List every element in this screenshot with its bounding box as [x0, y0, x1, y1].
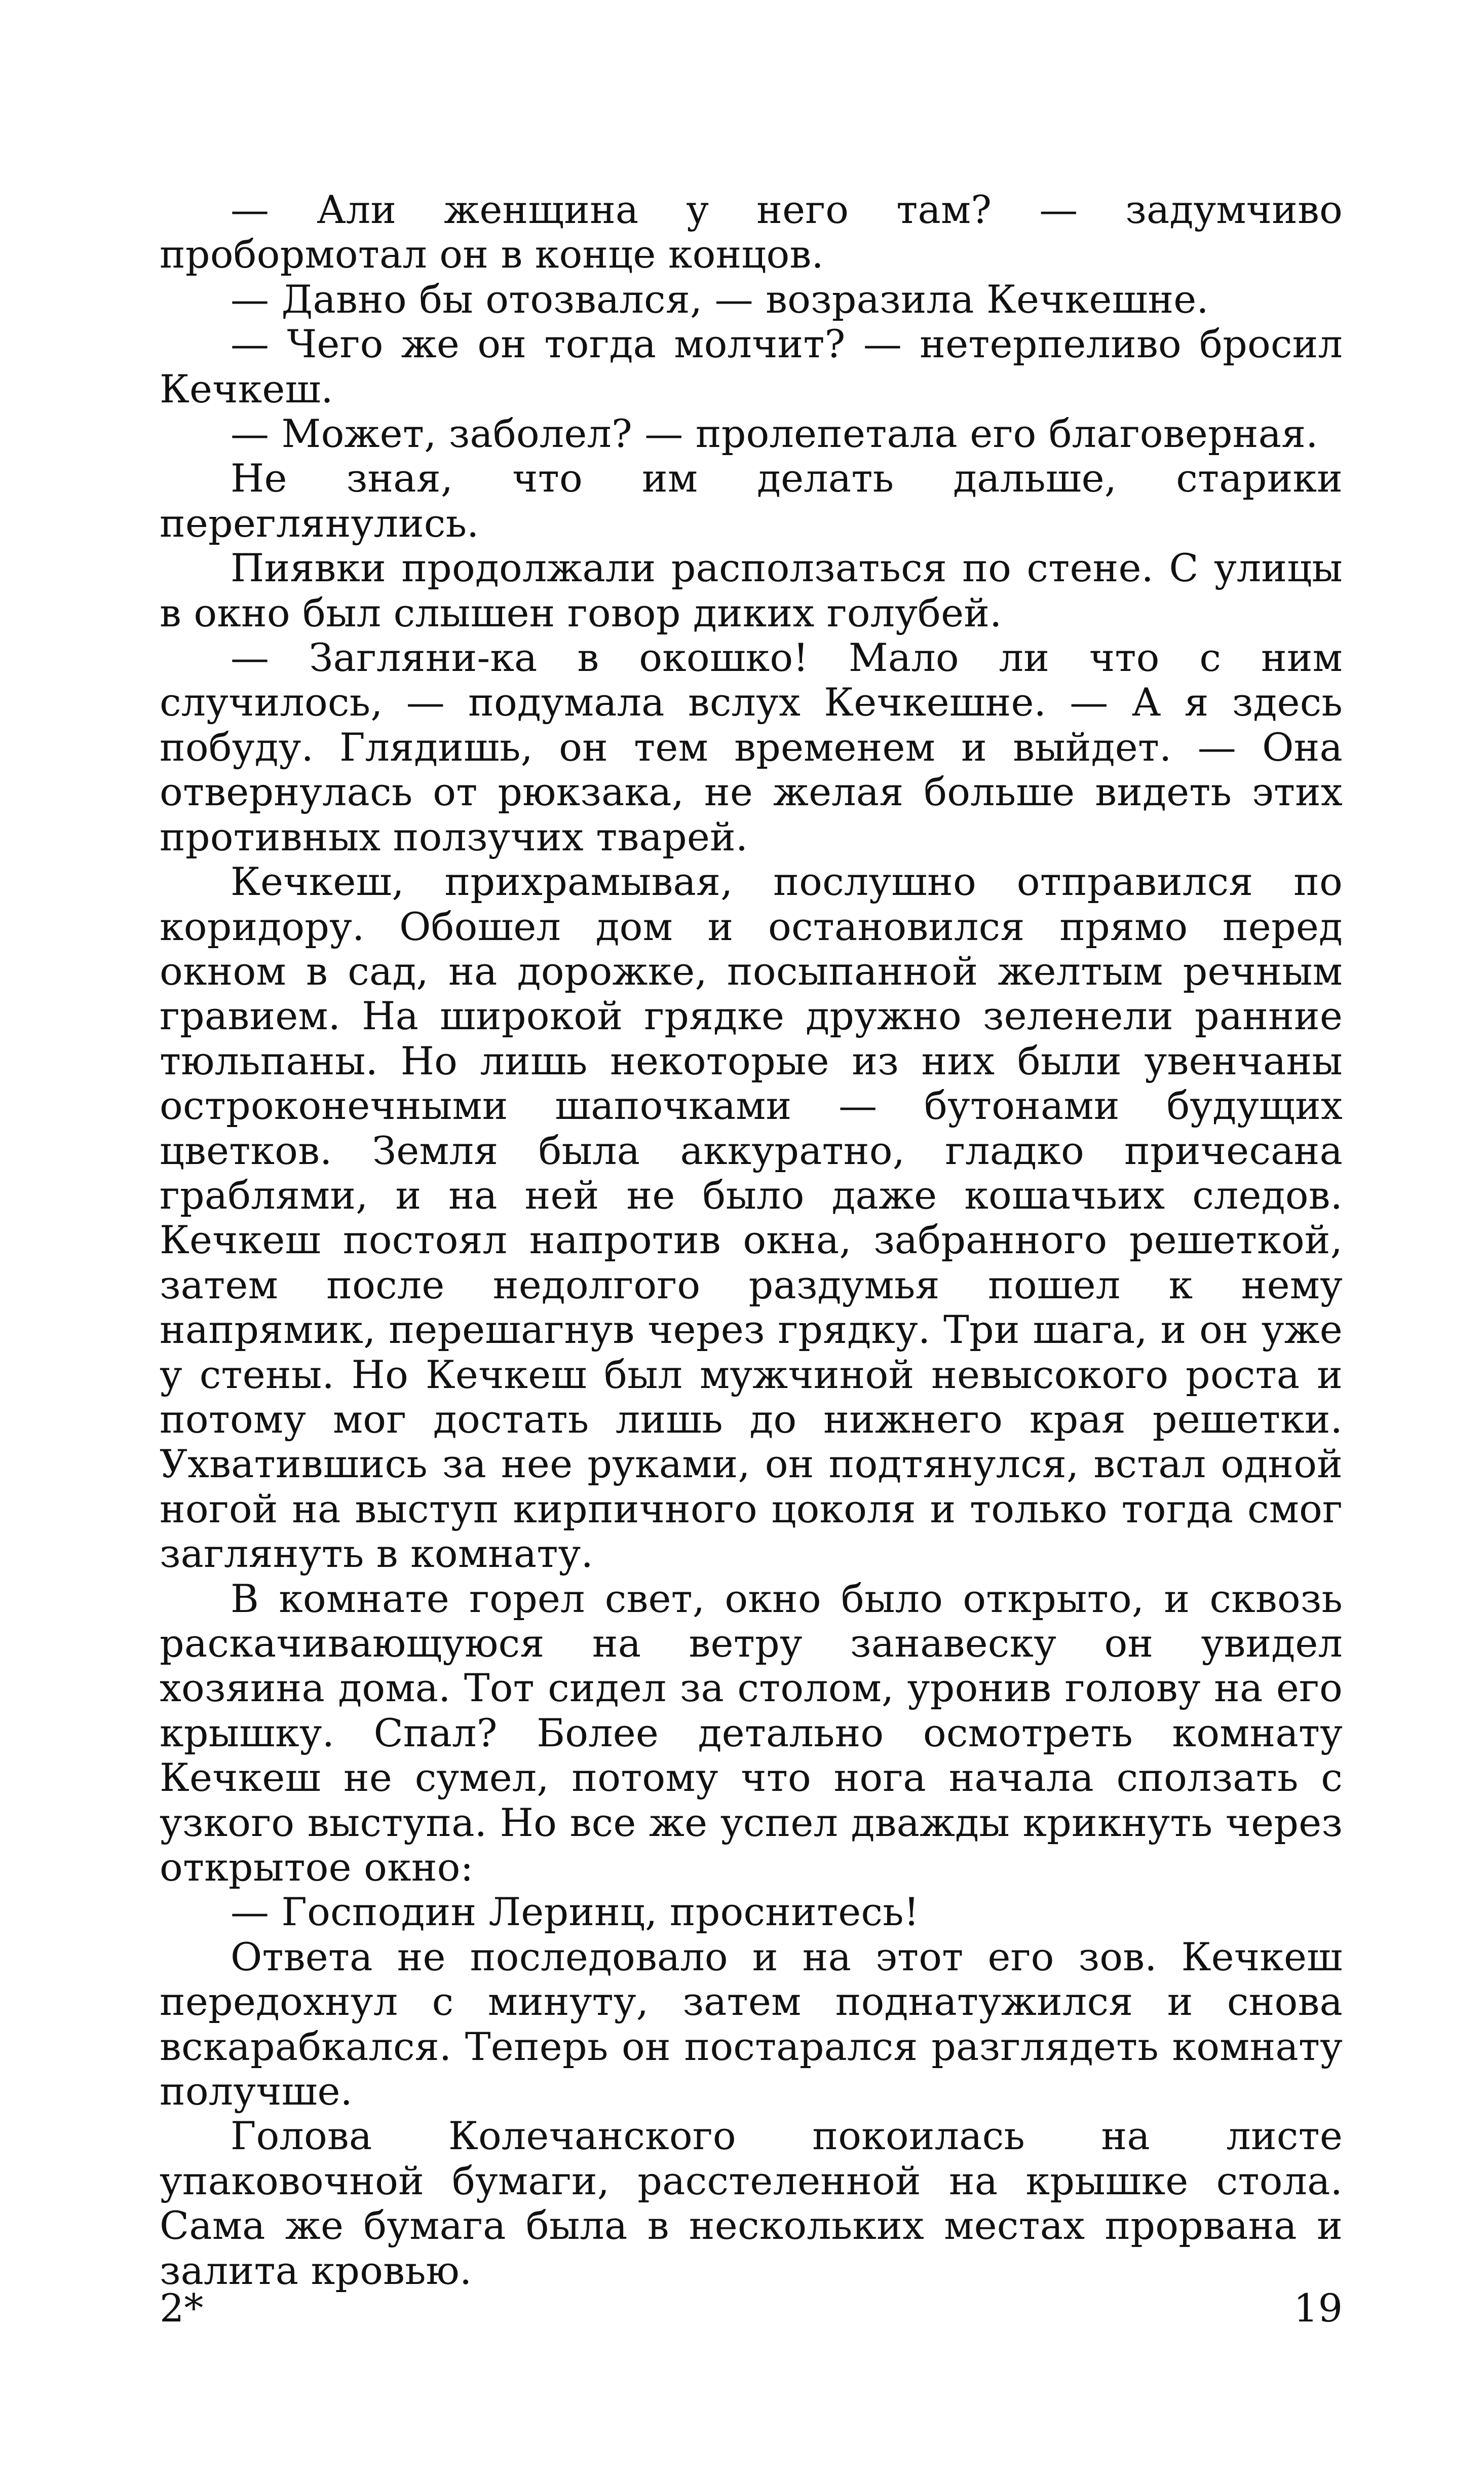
- signature-mark: 2*: [160, 2285, 204, 2331]
- paragraph: — Чего же он тогда молчит? — нетерпеливо бросил Кечкеш.: [160, 321, 1343, 411]
- page-number: 19: [1293, 2285, 1343, 2331]
- paragraph: — Может, заболел? — пролепетала его благоверная.: [231, 411, 1318, 457]
- paragraph: Кечкеш, прихрамывая, послушно отправился по коридору. Обошел дом и остановился прямо перед окном в сад, на дорожке, посыпанной желтым речным гравием. На широкой грядке дружно зеленели ранние тюльпаны. Но лишь некоторые из них были увенчаны остроконечными шапочками — бутонами будущих цветков. Земля была аккуратно, гладко причесана граблями, и на ней не было даже кошачьих следов. Кечкеш постоял напротив окна, забранного решеткой, затем после недолгого раздумья пошел к нему напрямик, перешагнув через грядку. Три шага, и он уже у стены. Но Кечкеш был мужчиной невысокого роста и потому мог достать лишь до нижнего края решетки. Ухватившись за нее руками, он подтянулся, встал одной ногой на выступ кирпичного цоколя и только тогда смог заглянуть в комнату.: [160, 859, 1343, 1577]
- paragraph: — Господин Леринц, проснитесь!: [231, 1889, 920, 1935]
- paragraph: — Али женщина у него там? — задумчиво пробормотал он в конце концов.: [160, 187, 1343, 277]
- body-text: [160, 188, 1343, 2293]
- paragraph: Пиявки продолжали расползаться по стене. С улицы в окно был слышен говор диких голубей.: [160, 545, 1343, 635]
- paragraph: В комнате горел свет, окно было открыто, и сквозь раскачивающуюся на ветру занавеску он увидел хозяина дома. Тот сидел за столом, уронив голову на его крышку. Спал? Более детально осмотреть комнату Кечкеш не сумел, потому что нога начала сползать с узкого выступа. Но все же успел дважды крикнуть через открытое окно:: [160, 1576, 1343, 1890]
- paragraph: — Загляни-ка в окошко! Мало ли что с ним случилось, — подумала вслух Кечкешне. — А я здесь побуду. Глядишь, он тем временем и выйдет. — Она отвернулась от рюкзака, не желая больше видеть этих противных ползучих тварей.: [160, 635, 1343, 859]
- paragraph: Голова Колечанского покоилась на листе упаковочной бумаги, расстеленной на крышке стола. Сама же бумага была в нескольких местах прорвана и залита кровью.: [160, 2113, 1343, 2293]
- paragraph: Ответа не последовало и на этот его зов. Кечкеш передохнул с минуту, затем поднатужился и снова вскарабкался. Теперь он постарался разглядеть комнату получше.: [160, 1934, 1343, 2114]
- paragraph: Не зная, что им делать дальше, старики переглянулись.: [160, 456, 1343, 546]
- paragraph: — Давно бы отозвался, — возразила Кечкешне.: [231, 276, 1209, 322]
